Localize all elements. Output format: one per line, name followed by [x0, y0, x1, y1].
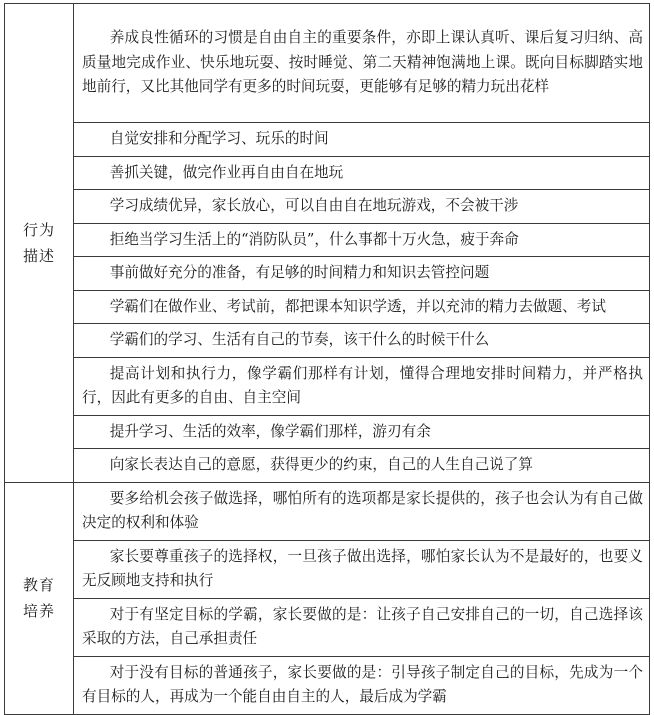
category-label-line2: 培养 — [22, 602, 55, 620]
table-row — [5, 257, 650, 291]
item-text: 学霸们在做作业、考试前，都把课本知识学透，并以充沛的精力去做题、考试 — [109, 297, 606, 315]
table-row — [5, 156, 650, 190]
item-text: 拒绝当学习生活上的“消防队员”，什么事都十万火急，疲于奔命 — [109, 230, 519, 248]
behavior-education-table — [4, 3, 650, 715]
table-row — [5, 223, 650, 257]
category-label-line1: 教育 — [22, 576, 55, 594]
item-text: 向家长表达自己的意愿，获得更少的约束，自己的人生自己说了算 — [109, 456, 533, 473]
item-text: 对于没有目标的普通孩子，家长要做的是：引导孩子制定自己的目标，先成为一个有目标的人，再成为一个能自由自主的人，最后成为学霸 — [82, 663, 643, 705]
item-text: 学习成绩优异，家长放心，可以自由自在地玩游戏，不会被干涉 — [109, 197, 519, 214]
table-row — [5, 415, 650, 449]
item-text: 事前做好充分的准备，有足够的时间精力和知识去管控问题 — [109, 264, 490, 281]
table-row — [5, 324, 650, 358]
item-text: 提高计划和执行力，像学霸们那样有计划，懂得合理地安排时间精力，并严格执行，因此有更多的自由、自主空间 — [82, 364, 643, 406]
table-row — [5, 123, 650, 157]
item-text: 要多给机会孩子做选择，哪怕所有的选项都是家长提供的，孩子也会认为有自己做决定的权利和体验 — [82, 489, 643, 531]
list-item — [74, 482, 650, 540]
item-text: 养成良性循环的习惯是自由自主的重要条件，亦即上课认真听、课后复习归纳、高质量地完成作业、快乐地玩耍、按时睡觉、第二天精神饱满地上课。既向目标脚踏实地地前行，又比其他同学有更多的时间玩耍，更能够有足够的精力玩出花样 — [82, 29, 643, 96]
category-label-line1: 行为 — [22, 220, 55, 239]
item-text: 对于有坚定目标的学霸，家长要做的是：让孩子自己安排自己的一切，自己选择该采取的方法，自己承担责任 — [82, 605, 643, 647]
list-item — [74, 449, 650, 483]
list-item — [74, 598, 650, 656]
table-row — [5, 656, 650, 714]
item-text: 家长要尊重孩子的选择权，一旦孩子做出选择，哪怕家长认为不是最好的，也要义无反顾地支持和执行 — [82, 547, 643, 589]
table-row — [5, 190, 650, 224]
table-row — [5, 290, 650, 324]
item-text: 学霸们的学习、生活有自己的节奏，该干什么的时候干什么 — [109, 331, 490, 348]
list-item — [74, 540, 650, 598]
category-cell — [5, 482, 74, 714]
list-item — [74, 190, 650, 224]
table-row — [5, 540, 650, 598]
item-text: 提升学习、生活的效率，像学霸们那样，游刃有余 — [109, 422, 431, 440]
list-item — [74, 290, 650, 324]
table-row — [5, 449, 650, 483]
table-row — [5, 482, 650, 540]
table-row — [5, 598, 650, 656]
list-item — [74, 324, 650, 358]
list-item — [74, 415, 650, 449]
list-item — [74, 156, 650, 190]
list-item — [74, 257, 650, 291]
table-row — [5, 4, 650, 123]
item-text: 善抓关键，做完作业再自由自在地玩 — [109, 163, 344, 181]
list-item — [74, 123, 650, 157]
list-item — [74, 4, 650, 123]
list-item — [74, 656, 650, 714]
table-row — [5, 357, 650, 415]
category-label-line2: 描述 — [22, 246, 55, 265]
list-item — [74, 223, 650, 257]
list-item — [74, 357, 650, 415]
item-text: 自觉安排和分配学习、玩乐的时间 — [109, 130, 329, 147]
category-cell — [5, 4, 74, 483]
